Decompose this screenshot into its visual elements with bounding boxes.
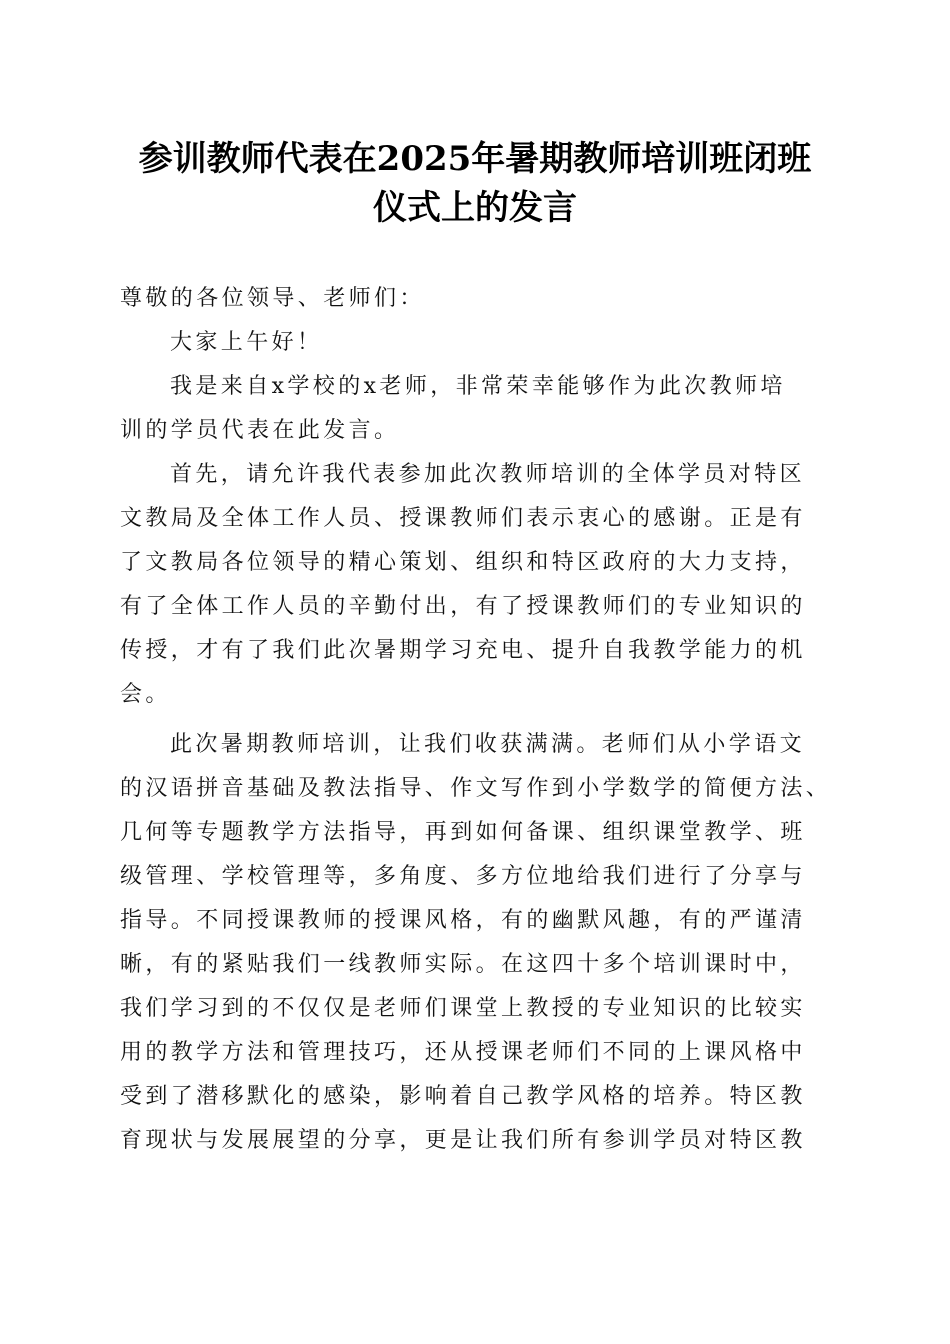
paragraph-3-line-1: 此次暑期教师培训，让我们收获满满。老师们从小学语文 bbox=[170, 732, 806, 757]
paragraph-3-line-10: 育现状与发展展望的分享，更是让我们所有参训学员对特区教 bbox=[120, 1128, 806, 1153]
paragraph-3-line-3: 几何等专题教学方法指导，再到如何备课、组织课堂教学、班 bbox=[120, 820, 806, 845]
document-title-line-1: 参训教师代表在2025年暑期教师培训班闭班 bbox=[138, 139, 812, 179]
paragraph-2-line-3: 了文教局各位领导的精心策划、组织和特区政府的大力支持， bbox=[120, 550, 806, 575]
paragraph-3-line-8: 用的教学方法和管理技巧，还从授课老师们不同的上课风格中 bbox=[120, 1040, 806, 1065]
paragraph-3-line-7: 我们学习到的不仅仅是老师们课堂上教授的专业知识的比较实 bbox=[120, 996, 806, 1021]
paragraph-3-line-5: 指导。不同授课教师的授课风格，有的幽默风趣，有的严谨清 bbox=[120, 908, 806, 933]
paragraph-2-line-5: 传授，才有了我们此次暑期学习充电、提升自我教学能力的机 bbox=[120, 638, 806, 663]
greeting: 大家上午好！ bbox=[170, 330, 323, 355]
document-title-line-2: 仪式上的发言 bbox=[373, 188, 577, 228]
paragraph-3-line-6: 晰，有的紧贴我们一线教师实际。在这四十多个培训课时中， bbox=[120, 952, 806, 977]
paragraph-3-line-2: 的汉语拼音基础及教法指导、作文写作到小学数学的简便方法、 bbox=[120, 776, 832, 801]
salutation: 尊敬的各位领导、老师们： bbox=[120, 286, 425, 311]
paragraph-2-line-1: 首先，请允许我代表参加此次教师培训的全体学员对特区 bbox=[170, 462, 806, 487]
paragraph-3-line-4: 级管理、学校管理等，多角度、多方位地给我们进行了分享与 bbox=[120, 864, 806, 889]
paragraph-2-line-6: 会。 bbox=[120, 682, 171, 707]
paragraph-1-line-2: 训的学员代表在此发言。 bbox=[120, 418, 400, 443]
paragraph-2-line-2: 文教局及全体工作人员、授课教师们表示衷心的感谢。正是有 bbox=[120, 506, 806, 531]
paragraph-1-line-1: 我是来自x学校的x老师，非常荣幸能够作为此次教师培 bbox=[170, 374, 786, 399]
paragraph-2-line-4: 有了全体工作人员的辛勤付出，有了授课教师们的专业知识的 bbox=[120, 594, 806, 619]
paragraph-3-line-9: 受到了潜移默化的感染，影响着自己教学风格的培养。特区教 bbox=[120, 1084, 806, 1109]
